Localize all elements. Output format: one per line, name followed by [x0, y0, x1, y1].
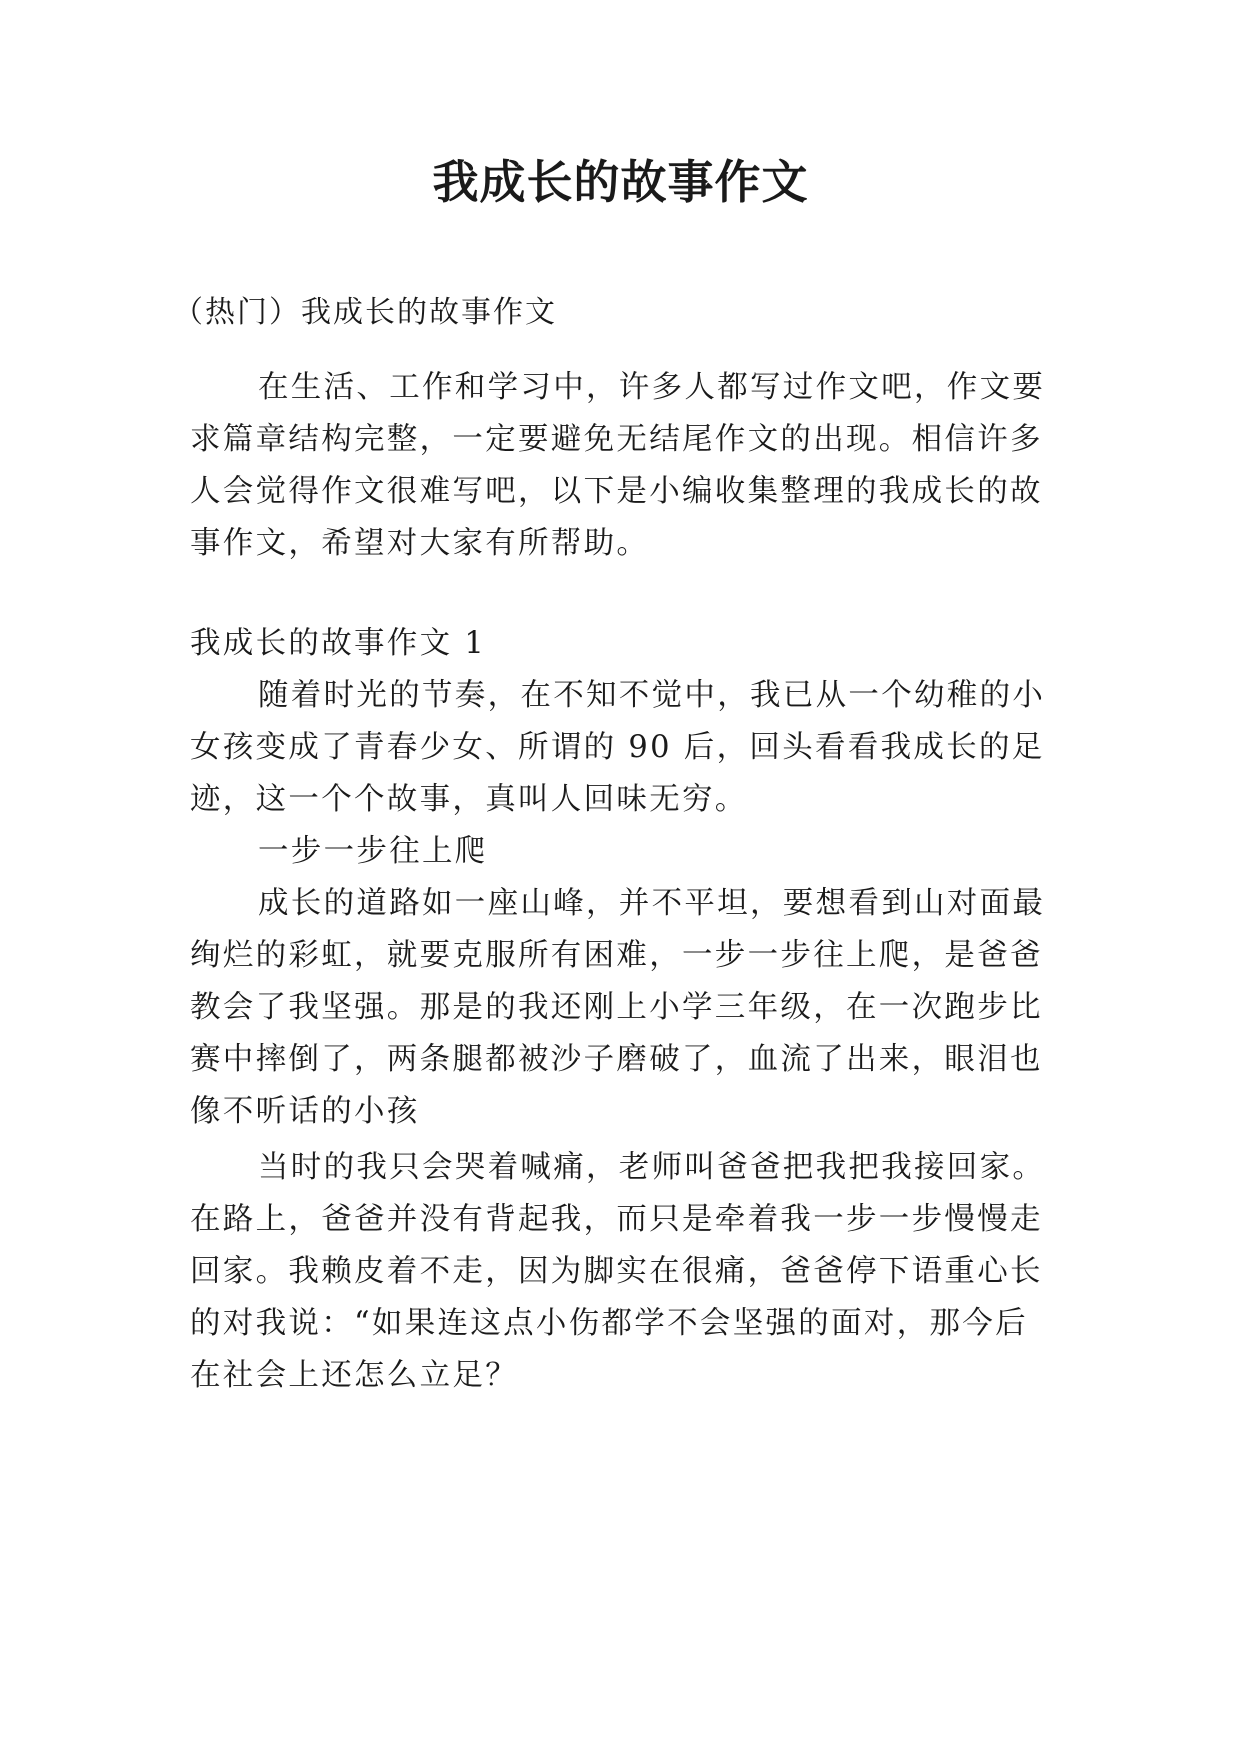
document-title: 我成长的故事作文 — [432, 155, 809, 209]
intro-line-1: 在生活、工作和学习中，许多人都写过作文吧，作文要 — [258, 370, 1046, 405]
paragraph-line: 女孩变成了青春少女、所谓的 90 后，回头看看我成长的足 — [190, 730, 1045, 765]
paragraph-line: 随着时光的节奏，在不知不觉中，我已从一个幼稚的小 — [258, 678, 1046, 713]
paragraph-line: 赛中摔倒了，两条腿都被沙子磨破了，血流了出来，眼泪也 — [190, 1042, 1043, 1077]
paragraph-line: 当时的我只会哭着喊痛，老师叫爸爸把我把我接回家。 — [258, 1150, 1046, 1185]
paragraph-line: 绚烂的彩虹，就要克服所有困难，一步一步往上爬，是爸爸 — [190, 938, 1043, 973]
paragraph-line: 的对我说：“如果连这点小伤都学不会坚强的面对，那今后 — [190, 1306, 1028, 1341]
paragraph-line: 成长的道路如一座山峰，并不平坦，要想看到山对面最 — [258, 886, 1046, 921]
intro-line-4: 事作文，希望对大家有所帮助。 — [190, 526, 650, 561]
essay-heading: 我成长的故事作文 1 — [190, 626, 487, 661]
intro-line-3: 人会觉得作文很难写吧，以下是小编收集整理的我成长的故 — [190, 474, 1043, 509]
paragraph-line: 教会了我坚强。那是的我还刚上小学三年级，在一次跑步比 — [190, 990, 1043, 1025]
intro-line-2: 求篇章结构完整，一定要避免无结尾作文的出现。相信许多 — [190, 422, 1043, 457]
paragraph-line: 在路上，爸爸并没有背起我，而只是牵着我一步一步慢慢走 — [190, 1202, 1043, 1237]
paragraph-line: 像不听话的小孩 — [190, 1094, 420, 1129]
paragraph-line: 迹，这一个个故事，真叫人回味无穷。 — [190, 782, 748, 817]
paragraph-line: 回家。我赖皮着不走，因为脚实在很痛，爸爸停下语重心长 — [190, 1254, 1043, 1289]
section-subheading: 一步一步往上爬 — [258, 834, 488, 869]
paragraph-line: 在社会上还怎么立足？ — [190, 1358, 518, 1393]
document-subtitle: （热门）我成长的故事作文 — [173, 295, 557, 330]
